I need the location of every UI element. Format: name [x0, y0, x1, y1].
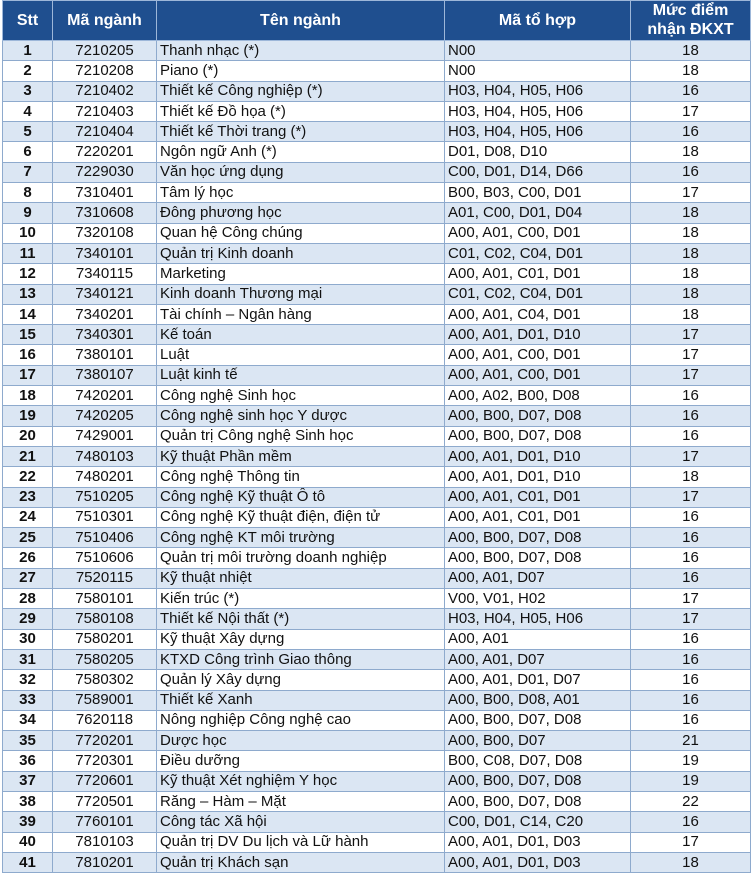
cell-major-name: Quản lý Xây dựng	[157, 670, 445, 690]
cell-major-name: Công tác Xã hội	[157, 812, 445, 832]
cell-min-score: 18	[631, 467, 751, 487]
cell-stt: 13	[3, 284, 53, 304]
cell-major-code: 7420205	[53, 406, 157, 426]
cell-stt: 35	[3, 731, 53, 751]
cell-major-code: 7720501	[53, 791, 157, 811]
table-row	[3, 122, 751, 142]
table-row	[3, 812, 751, 832]
cell-subject-combo: A00, A01, C00, D01	[445, 345, 631, 365]
cell-major-name: Kỹ thuật Xây dựng	[157, 629, 445, 649]
cell-min-score: 18	[631, 142, 751, 162]
cell-subject-combo: A00, B00, D07, D08	[445, 406, 631, 426]
cell-stt: 7	[3, 162, 53, 182]
cell-subject-combo: N00	[445, 61, 631, 81]
cell-major-name: Quan hệ Công chúng	[157, 223, 445, 243]
header-min-score-line2: nhận ĐKXT	[647, 21, 734, 38]
cell-stt: 2	[3, 61, 53, 81]
cell-stt: 40	[3, 832, 53, 852]
cell-major-name: Thiết kế Nội thất (*)	[157, 609, 445, 629]
cell-major-name: Công nghệ KT môi trường	[157, 528, 445, 548]
cell-min-score: 21	[631, 731, 751, 751]
cell-major-code: 7720201	[53, 731, 157, 751]
cell-stt: 8	[3, 183, 53, 203]
cell-major-code: 7589001	[53, 690, 157, 710]
cell-min-score: 17	[631, 365, 751, 385]
cell-subject-combo: A00, A01	[445, 629, 631, 649]
table-row	[3, 568, 751, 588]
cell-major-code: 7420201	[53, 386, 157, 406]
table-row	[3, 528, 751, 548]
cell-subject-combo: A00, B00, D07	[445, 731, 631, 751]
cell-stt: 33	[3, 690, 53, 710]
table-row	[3, 852, 751, 872]
cell-min-score: 19	[631, 771, 751, 791]
table-row	[3, 751, 751, 771]
table-row	[3, 731, 751, 751]
table-row	[3, 223, 751, 243]
cell-major-name: Dược học	[157, 731, 445, 751]
cell-major-name: Piano (*)	[157, 61, 445, 81]
cell-major-code: 7340101	[53, 243, 157, 263]
cell-subject-combo: A00, B00, D07, D08	[445, 528, 631, 548]
cell-min-score: 16	[631, 528, 751, 548]
cell-major-name: Công nghệ Kỹ thuật Ô tô	[157, 487, 445, 507]
cell-subject-combo: A01, C00, D01, D04	[445, 203, 631, 223]
cell-stt: 6	[3, 142, 53, 162]
cell-subject-combo: A00, A01, C01, D01	[445, 507, 631, 527]
cell-stt: 1	[3, 41, 53, 61]
table-row	[3, 142, 751, 162]
cell-major-code: 7720301	[53, 751, 157, 771]
cell-subject-combo: A00, A01, C01, D01	[445, 487, 631, 507]
cell-major-name: Quản trị Công nghệ Sinh học	[157, 426, 445, 446]
cell-stt: 27	[3, 568, 53, 588]
cell-stt: 17	[3, 365, 53, 385]
cell-stt: 26	[3, 548, 53, 568]
cell-major-code: 7480103	[53, 446, 157, 466]
cell-major-code: 7810103	[53, 832, 157, 852]
cell-major-name: Quản trị môi trường doanh nghiệp	[157, 548, 445, 568]
cell-min-score: 18	[631, 852, 751, 872]
cell-major-name: Thiết kế Công nghiệp (*)	[157, 81, 445, 101]
cell-major-name: Thiết kế Xanh	[157, 690, 445, 710]
cell-major-name: Công nghệ Thông tin	[157, 467, 445, 487]
cell-stt: 37	[3, 771, 53, 791]
table-row	[3, 243, 751, 263]
cell-subject-combo: A00, A02, B00, D08	[445, 386, 631, 406]
cell-min-score: 18	[631, 41, 751, 61]
cell-min-score: 16	[631, 548, 751, 568]
cell-min-score: 16	[631, 162, 751, 182]
table-row	[3, 467, 751, 487]
cell-stt: 30	[3, 629, 53, 649]
header-stt: Stt	[3, 1, 53, 41]
cell-major-code: 7340301	[53, 325, 157, 345]
cell-subject-combo: A00, B00, D07, D08	[445, 710, 631, 730]
cell-subject-combo: A00, A01, D01, D03	[445, 832, 631, 852]
table-row	[3, 791, 751, 811]
cell-subject-combo: A00, A01, D07	[445, 568, 631, 588]
cell-major-code: 7220201	[53, 142, 157, 162]
cell-major-code: 7310401	[53, 183, 157, 203]
cell-major-code: 7580205	[53, 649, 157, 669]
cell-major-name: Kinh doanh Thương mại	[157, 284, 445, 304]
cell-major-code: 7520115	[53, 568, 157, 588]
cell-subject-combo: A00, B00, D07, D08	[445, 791, 631, 811]
cell-major-name: Quản trị DV Du lịch và Lữ hành	[157, 832, 445, 852]
header-major-name: Tên ngành	[157, 1, 445, 41]
cell-major-name: Luật	[157, 345, 445, 365]
cell-subject-combo: A00, A01, D01, D07	[445, 670, 631, 690]
table-row	[3, 386, 751, 406]
table-row	[3, 446, 751, 466]
table-row	[3, 284, 751, 304]
cell-stt: 19	[3, 406, 53, 426]
cell-major-code: 7310608	[53, 203, 157, 223]
cell-major-code: 7210208	[53, 61, 157, 81]
table-row	[3, 670, 751, 690]
cell-min-score: 17	[631, 446, 751, 466]
cell-min-score: 18	[631, 223, 751, 243]
cell-subject-combo: B00, C08, D07, D08	[445, 751, 631, 771]
cell-stt: 29	[3, 609, 53, 629]
cell-min-score: 17	[631, 487, 751, 507]
table-row	[3, 609, 751, 629]
cell-major-name: Ngôn ngữ Anh (*)	[157, 142, 445, 162]
cell-stt: 31	[3, 649, 53, 669]
cell-major-code: 7210402	[53, 81, 157, 101]
cell-major-name: Tài chính – Ngân hàng	[157, 304, 445, 324]
cell-min-score: 16	[631, 812, 751, 832]
cell-min-score: 18	[631, 61, 751, 81]
cell-major-name: Marketing	[157, 264, 445, 284]
cell-major-code: 7480201	[53, 467, 157, 487]
cell-major-code: 7510301	[53, 507, 157, 527]
cell-subject-combo: A00, B00, D08, A01	[445, 690, 631, 710]
cell-subject-combo: A00, A01, C00, D01	[445, 365, 631, 385]
cell-major-code: 7580108	[53, 609, 157, 629]
cell-min-score: 16	[631, 386, 751, 406]
cell-min-score: 17	[631, 589, 751, 609]
cell-subject-combo: V00, V01, H02	[445, 589, 631, 609]
table-row	[3, 183, 751, 203]
cell-min-score: 17	[631, 101, 751, 121]
cell-major-name: Kế toán	[157, 325, 445, 345]
table-row	[3, 41, 751, 61]
cell-stt: 21	[3, 446, 53, 466]
cell-major-name: Răng – Hàm – Mặt	[157, 791, 445, 811]
table-row	[3, 832, 751, 852]
cell-min-score: 18	[631, 203, 751, 223]
cell-subject-combo: H03, H04, H05, H06	[445, 609, 631, 629]
table-row	[3, 649, 751, 669]
table-row	[3, 771, 751, 791]
cell-min-score: 16	[631, 507, 751, 527]
cell-major-name: Thiết kế Thời trang (*)	[157, 122, 445, 142]
cell-stt: 41	[3, 852, 53, 872]
cell-subject-combo: H03, H04, H05, H06	[445, 101, 631, 121]
cell-min-score: 16	[631, 710, 751, 730]
cell-major-name: Quản trị Kinh doanh	[157, 243, 445, 263]
cell-subject-combo: H03, H04, H05, H06	[445, 122, 631, 142]
cell-min-score: 22	[631, 791, 751, 811]
table-row	[3, 710, 751, 730]
cell-min-score: 16	[631, 81, 751, 101]
table-row	[3, 101, 751, 121]
cell-subject-combo: A00, A01, C04, D01	[445, 304, 631, 324]
table-row	[3, 365, 751, 385]
table-row	[3, 61, 751, 81]
cell-stt: 3	[3, 81, 53, 101]
table-body	[3, 41, 751, 873]
cell-major-name: Công nghệ sinh học Y dược	[157, 406, 445, 426]
cell-stt: 10	[3, 223, 53, 243]
cell-major-name: Thanh nhạc (*)	[157, 41, 445, 61]
cell-stt: 18	[3, 386, 53, 406]
cell-subject-combo: A00, B00, D07, D08	[445, 548, 631, 568]
cell-major-code: 7340115	[53, 264, 157, 284]
cell-major-name: Công nghệ Kỹ thuật điện, điện tử	[157, 507, 445, 527]
cell-major-name: Điều dưỡng	[157, 751, 445, 771]
cell-major-code: 7229030	[53, 162, 157, 182]
cell-major-code: 7340201	[53, 304, 157, 324]
cell-stt: 5	[3, 122, 53, 142]
cell-major-code: 7429001	[53, 426, 157, 446]
header-min-score	[631, 1, 751, 41]
table-header	[3, 1, 751, 41]
cell-major-name: Kỹ thuật Xét nghiệm Y học	[157, 771, 445, 791]
cell-major-code: 7210403	[53, 101, 157, 121]
cell-major-name: Nông nghiệp Công nghệ cao	[157, 710, 445, 730]
cell-stt: 23	[3, 487, 53, 507]
cell-subject-combo: A00, A01, D01, D10	[445, 467, 631, 487]
table-row	[3, 548, 751, 568]
cell-min-score: 16	[631, 670, 751, 690]
header-subject-combo: Mã tổ hợp	[445, 1, 631, 41]
table-row	[3, 406, 751, 426]
cell-subject-combo: C00, D01, D14, D66	[445, 162, 631, 182]
table-row	[3, 629, 751, 649]
cell-min-score: 18	[631, 264, 751, 284]
cell-min-score: 16	[631, 649, 751, 669]
cell-subject-combo: A00, A01, D01, D03	[445, 852, 631, 872]
cell-min-score: 17	[631, 325, 751, 345]
cell-major-name: KTXD Công trình Giao thông	[157, 649, 445, 669]
cell-subject-combo: D01, D08, D10	[445, 142, 631, 162]
cell-subject-combo: A00, A01, D01, D10	[445, 325, 631, 345]
cell-subject-combo: H03, H04, H05, H06	[445, 81, 631, 101]
table-row	[3, 589, 751, 609]
cell-min-score: 16	[631, 629, 751, 649]
cell-major-code: 7340121	[53, 284, 157, 304]
table-row	[3, 325, 751, 345]
cell-subject-combo: A00, A01, C00, D01	[445, 223, 631, 243]
header-major-code: Mã ngành	[53, 1, 157, 41]
cell-subject-combo: A00, A01, D01, D10	[445, 446, 631, 466]
cell-subject-combo: A00, B00, D07, D08	[445, 426, 631, 446]
table-row	[3, 162, 751, 182]
cell-major-code: 7210205	[53, 41, 157, 61]
cell-stt: 38	[3, 791, 53, 811]
table-row	[3, 81, 751, 101]
cell-stt: 39	[3, 812, 53, 832]
cell-major-name: Kiến trúc (*)	[157, 589, 445, 609]
cell-min-score: 17	[631, 832, 751, 852]
cell-major-code: 7320108	[53, 223, 157, 243]
cell-subject-combo: A00, A01, D07	[445, 649, 631, 669]
cell-subject-combo: C01, C02, C04, D01	[445, 284, 631, 304]
cell-min-score: 18	[631, 284, 751, 304]
table-row	[3, 203, 751, 223]
cell-major-code: 7580101	[53, 589, 157, 609]
cell-stt: 20	[3, 426, 53, 446]
cell-stt: 16	[3, 345, 53, 365]
cell-min-score: 18	[631, 304, 751, 324]
header-row	[3, 1, 751, 41]
cell-min-score: 16	[631, 426, 751, 446]
cell-min-score: 17	[631, 609, 751, 629]
table-row	[3, 487, 751, 507]
cell-stt: 25	[3, 528, 53, 548]
cell-stt: 22	[3, 467, 53, 487]
cell-stt: 14	[3, 304, 53, 324]
cell-subject-combo: N00	[445, 41, 631, 61]
cell-min-score: 17	[631, 183, 751, 203]
cell-stt: 32	[3, 670, 53, 690]
cell-major-code: 7720601	[53, 771, 157, 791]
cell-major-code: 7580201	[53, 629, 157, 649]
cell-major-name: Văn học ứng dụng	[157, 162, 445, 182]
cell-major-name: Đông phương học	[157, 203, 445, 223]
cell-major-name: Công nghệ Sinh học	[157, 386, 445, 406]
cell-stt: 24	[3, 507, 53, 527]
cell-major-code: 7760101	[53, 812, 157, 832]
cell-stt: 4	[3, 101, 53, 121]
cell-major-code: 7380101	[53, 345, 157, 365]
cell-major-code: 7380107	[53, 365, 157, 385]
cell-major-name: Luật kinh tế	[157, 365, 445, 385]
cell-subject-combo: C00, D01, C14, C20	[445, 812, 631, 832]
cell-major-code: 7580302	[53, 670, 157, 690]
cell-min-score: 17	[631, 345, 751, 365]
cell-stt: 9	[3, 203, 53, 223]
cell-major-name: Thiết kế Đồ họa (*)	[157, 101, 445, 121]
cell-stt: 11	[3, 243, 53, 263]
cell-major-name: Quản trị Khách sạn	[157, 852, 445, 872]
cell-stt: 28	[3, 589, 53, 609]
cell-major-code: 7510606	[53, 548, 157, 568]
cell-min-score: 19	[631, 751, 751, 771]
header-min-score-line1: Mức điểm	[652, 2, 729, 19]
cell-major-code: 7620118	[53, 710, 157, 730]
admission-score-table	[2, 0, 751, 873]
cell-stt: 15	[3, 325, 53, 345]
cell-stt: 12	[3, 264, 53, 284]
cell-major-name: Kỹ thuật nhiệt	[157, 568, 445, 588]
cell-subject-combo: A00, B00, D07, D08	[445, 771, 631, 791]
cell-major-name: Tâm lý học	[157, 183, 445, 203]
cell-min-score: 16	[631, 568, 751, 588]
table-row	[3, 304, 751, 324]
cell-min-score: 18	[631, 243, 751, 263]
table-row	[3, 690, 751, 710]
cell-major-code: 7510205	[53, 487, 157, 507]
cell-subject-combo: C01, C02, C04, D01	[445, 243, 631, 263]
cell-subject-combo: A00, A01, C01, D01	[445, 264, 631, 284]
cell-major-name: Kỹ thuật Phần mềm	[157, 446, 445, 466]
table-row	[3, 264, 751, 284]
cell-major-code: 7810201	[53, 852, 157, 872]
cell-major-code: 7210404	[53, 122, 157, 142]
table-row	[3, 426, 751, 446]
cell-min-score: 16	[631, 406, 751, 426]
table-row	[3, 345, 751, 365]
cell-min-score: 16	[631, 122, 751, 142]
cell-subject-combo: B00, B03, C00, D01	[445, 183, 631, 203]
cell-stt: 34	[3, 710, 53, 730]
table-row	[3, 507, 751, 527]
cell-stt: 36	[3, 751, 53, 771]
cell-min-score: 16	[631, 690, 751, 710]
cell-major-code: 7510406	[53, 528, 157, 548]
